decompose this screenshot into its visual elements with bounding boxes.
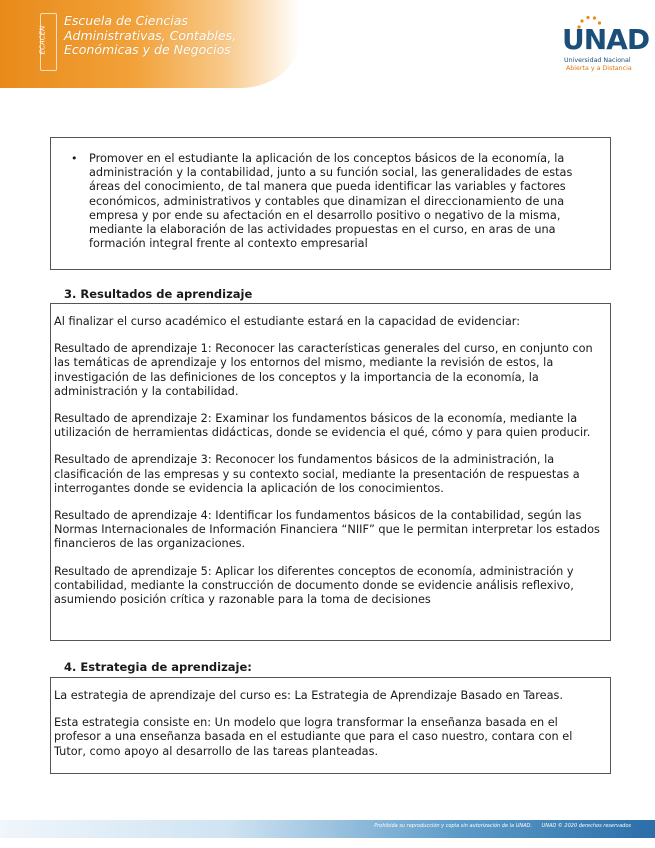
school-banner xyxy=(0,0,300,88)
objective-text: Promover en el estudiante la aplicación de los conceptos básicos de la economía, la administración y la contabilidad, junto a su función social, las generalidades de estas áreas del conocimiento, de tal manera que pueda identificar las variables y factores económicos, administrativos y contables que dinamizan el direccionamiento de una empresa y por ende su afectación en el desarrollo positivo o negativo de la misma, mediante la elaboración de las actividades propuestas en el curso, en aras de una formación integral frente al contexto empresarial xyxy=(89,152,573,251)
outcome-2: Resultado de aprendizaje 2: Examinar los fundamentos básicos de la economía, mediante la utilización de herramientas didácticas, donde se evidencia el qué, cómo y para quien producir. xyxy=(54,412,591,440)
school-name xyxy=(64,14,236,58)
strip-label: ECACEN xyxy=(38,25,47,55)
logo-wordmark: UNAD xyxy=(562,23,650,56)
footer-notice-1: Prohibida su reproducción y copia sin autorización de la UNAD. xyxy=(374,823,532,829)
outcome-3: Resultado de aprendizaje 3: Reconocer los fundamentos básicos de la administración, la clasificación de las empresas y su contexto social, mediante la presentación de respuestas a interrogantes donde se evidencia la aplicación de los conocimientos. xyxy=(54,453,580,495)
logo-subtitle-2: Abierta y a Distancia xyxy=(566,65,632,72)
outcomes-intro: Al finalizar el curso académico el estudiante estará en la capacidad de evidenciar: xyxy=(54,315,521,328)
unad-logo xyxy=(562,15,650,79)
footer-notice-2: UNAD © 2020 derechos reservados xyxy=(541,823,631,829)
learning-strategy-box xyxy=(50,677,611,774)
section-4-heading: 4. Estrategia de aprendizaje: xyxy=(64,660,252,674)
strategy-description: Esta estrategia consiste en: Un modelo que logra transformar la enseñanza basada en el profesor a una enseñanza basada en el estudiante que para el caso nuestro, contara con el Tutor, como apoyo al desarrollo de las tareas planteadas. xyxy=(54,716,573,758)
logo-subtitle-1: Universidad Nacional xyxy=(564,57,631,64)
objective-bullet-item xyxy=(71,152,600,251)
footer-notice xyxy=(366,823,631,829)
page-footer xyxy=(0,798,655,848)
outcome-1: Resultado de aprendizaje 1: Reconocer las características generales del curso, en conjunto con las temáticas de aprendizaje y los entornos del mismo, mediante la revisión de estos, la investigación de las definiciones de los conceptos y la importancia de la economía, la administración y la contabilidad. xyxy=(54,342,593,398)
strategy-statement: La estrategia de aprendizaje del curso es: La Estrategia de Aprendizaje Basado en Tareas. xyxy=(54,689,564,702)
outcome-4: Resultado de aprendizaje 4: Identificar los fundamentos básicos de la contabilidad, según las Normas Internacionales de Información Financiera “NIIF” que le permitan interpretar los estados financieros de las organizaciones. xyxy=(54,509,600,551)
learning-outcomes-box xyxy=(50,303,611,641)
outcome-5: Resultado de aprendizaje 5: Aplicar los diferentes conceptos de economía, administración y contabilidad, mediante la construcción de documento donde se evidencie análisis reflexivo, asumiendo posición crítica y razonable para la toma de decisiones xyxy=(54,564,574,607)
banner-strip xyxy=(40,13,57,71)
section-3-heading: 3. Resultados de aprendizaje xyxy=(64,287,253,301)
objective-box xyxy=(50,137,611,270)
school-line-3: Económicas y de Negocios xyxy=(64,42,231,57)
school-line-2: Administrativas, Contables, xyxy=(64,27,237,43)
page-header xyxy=(0,0,655,110)
bullet-icon: • xyxy=(71,152,78,165)
school-line-1: Escuela de Ciencias xyxy=(64,13,188,28)
